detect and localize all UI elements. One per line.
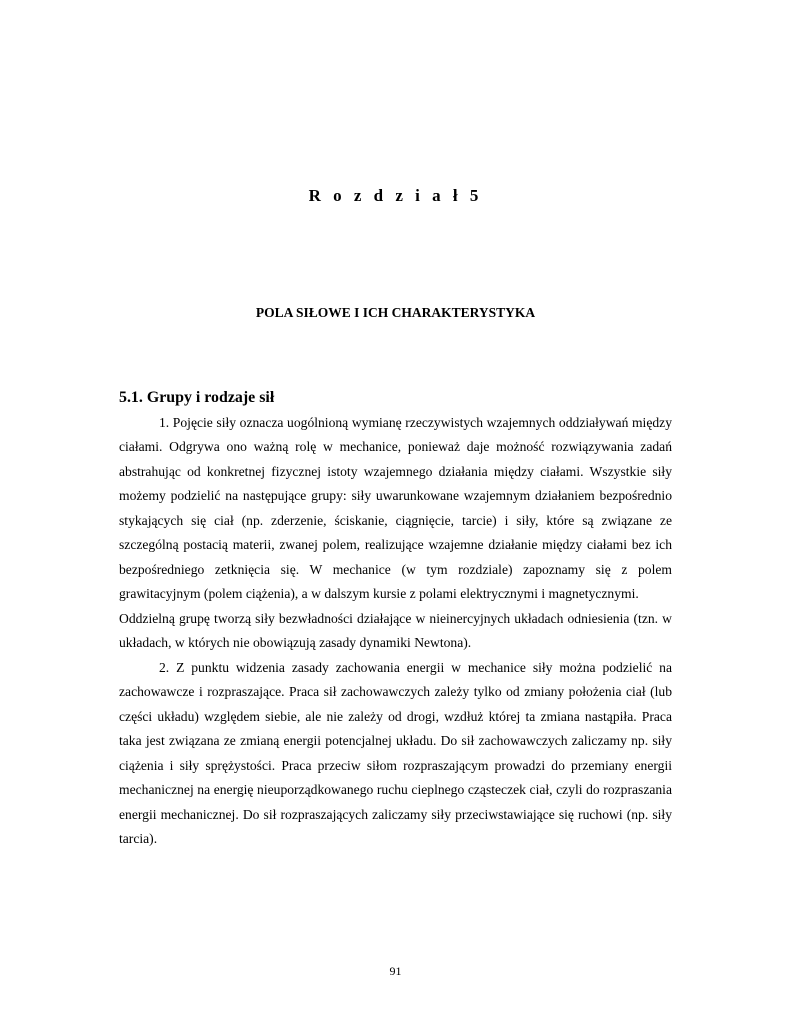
paragraph-1: 1. Pojęcie siły oznacza uogólnioną wymianę rzeczywistych wzajemnych oddziaływań między ciałami. Odgrywa ono ważną rolę w mechanice, ponieważ daje możność rozwiązywania zadań abstrahując od konkretnej fizycznej istoty wzajemnego działania między ciałami. Wszystkie siły możemy podzielić na następujące grupy: siły uwarunkowane wzajemnym działaniem bezpośrednio stykających się ciał (np. zderzenie, ściskanie, ciągnięcie, tarcie) i siły, które są związane ze szczególną postacią materii, zwanej polem, realizujące wzajemne działanie między ciałami bez ich bezpośredniego zetknięcia się. W mechanice (w tym rozdziale) zapoznamy się z polem grawitacyjnym (polem ciążenia), a w dalszym kursie z polami elektrycznymi i magnetycznymi. [119, 414, 672, 601]
section-content [119, 386, 672, 852]
paragraph-2: Oddzielną grupę tworzą siły bezwładności działające w nieinercyjnych układach odniesienia (tzn. w układach, w których nie obowiązują zasady dynamiki Newtona). [119, 610, 672, 650]
chapter-title: R o z d z i a ł 5 [308, 186, 483, 205]
page-number: 91 [389, 964, 402, 978]
subsection-title: 5.1. Grupy i rodzaje sił [119, 389, 275, 406]
section-heading: POLA SIŁOWE I ICH CHARAKTERYSTYKA [255, 305, 536, 320]
paragraph-3: 2. Z punktu widzenia zasady zachowania energii w mechanice siły można podzielić na zachowawcze i rozpraszające. Praca sił zachowawczych zależy tylko od zmiany położenia ciał (lub części układu) względem siebie, ale nie zależy od drogi, wzdłuż której ta zmiana nastąpiła. Praca taka jest związana ze zmianą energii potencjalnej układu. Do sił zachowawczych zaliczamy np. siły ciążenia i siły sprężystości. Praca przeciw siłom rozpraszającym prowadzi do przemiany energii mechanicznej na energię nieuporządkowanego ruchu cieplnego cząsteczek ciał, czyli do rozpraszania energii mechanicznej. Do sił rozpraszających zaliczamy siły przeciwstawiające się ruchowi (np. siły tarcia). [119, 659, 672, 846]
